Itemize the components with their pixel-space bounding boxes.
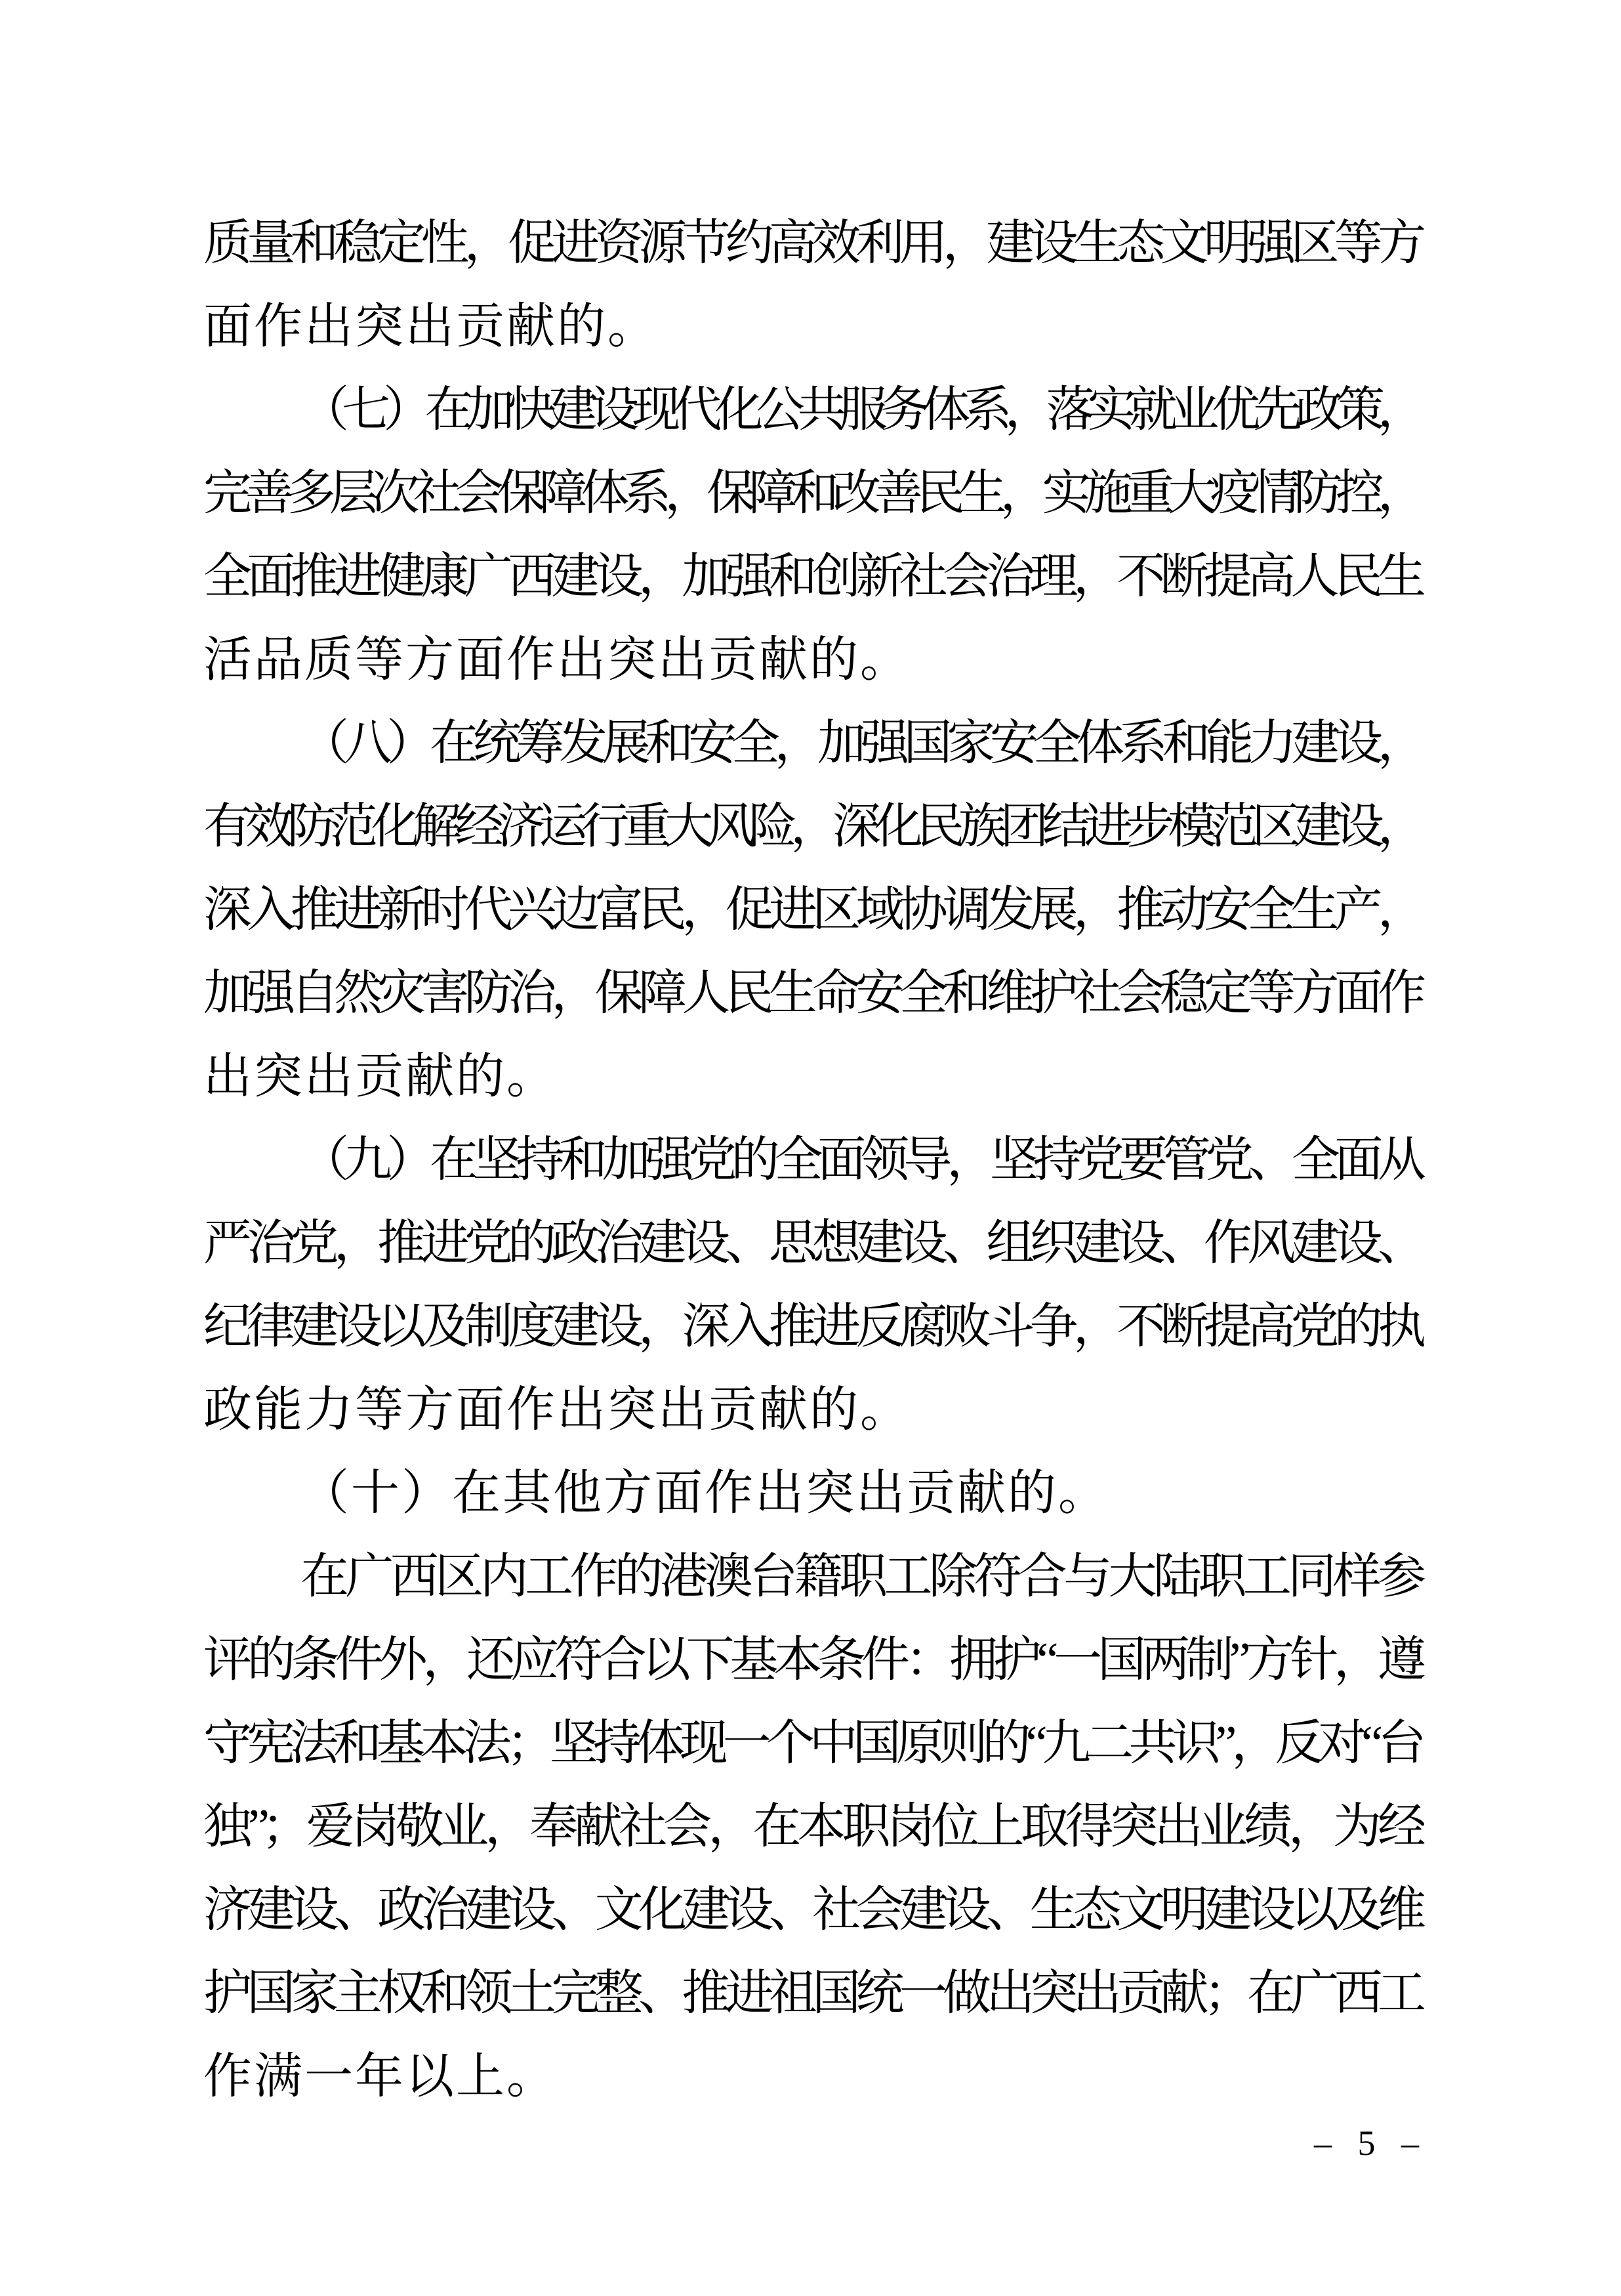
document-body — [203, 202, 1418, 2119]
text-line-9: 深入推进新时代兴边富民，促进区域协调发展，推动安全生产， — [203, 883, 1418, 937]
text-line-21: 济建设、政治建设、文化建设、社会建设、生态文明建设以及维 — [203, 1883, 1418, 1937]
text-line-15: 政能力等方面作出突出贡献的。 — [203, 1383, 911, 1437]
text-line-23: 作满一年以上。 — [203, 2050, 557, 2104]
text-line-17: 在广西区内工作的港澳台籍职工除符合与大陆职工同样参 — [300, 1550, 1418, 1604]
text-line-11: 出突出贡献的。 — [203, 1050, 557, 1104]
text-line-2: 面作出突出贡献的。 — [203, 300, 658, 354]
text-line-3: （七）在加快建设现代化公共服务体系，落实就业优先政策， — [300, 383, 1418, 437]
text-line-16: （十）在其他方面作出突出贡献的。 — [300, 1467, 1109, 1520]
text-line-6: 活品质等方面作出突出贡献的。 — [203, 633, 911, 687]
text-line-12: （九）在坚持和加强党的全面领导，坚持党要管党、全面从 — [300, 1133, 1418, 1187]
text-line-8: 有效防范化解经济运行重大风险，深化民族团结进步模范区建设， — [203, 800, 1418, 854]
text-line-18: 评的条件外，还应符合以下基本条件：拥护“一国两制”方针，遵 — [203, 1633, 1418, 1687]
text-line-7: （八）在统筹发展和安全，加强国家安全体系和能力建设， — [300, 717, 1418, 770]
text-line-1: 质量和稳定性，促进资源节约高效利用，建设生态文明强区等方 — [203, 217, 1418, 270]
text-line-10: 加强自然灾害防治，保障人民生命安全和维护社会稳定等方面作 — [203, 967, 1418, 1020]
text-line-22: 护国家主权和领土完整、推进祖国统一做出突出贡献；在广西工 — [203, 1967, 1418, 2020]
text-line-20: 独”；爱岗敬业，奉献社会，在本职岗位上取得突出业绩，为经 — [203, 1800, 1418, 1854]
text-line-4: 完善多层次社会保障体系，保障和改善民生，实施重大疫情防控， — [203, 467, 1418, 520]
text-line-14: 纪律建设以及制度建设，深入推进反腐败斗争，不断提高党的执 — [203, 1300, 1418, 1354]
text-line-13: 严治党，推进党的政治建设、思想建设、组织建设、作风建设、 — [203, 1217, 1418, 1270]
text-line-5: 全面推进健康广西建设，加强和创新社会治理，不断提高人民生 — [203, 550, 1418, 604]
text-line-19: 守宪法和基本法；坚持体现一个中国原则的“九二共识”，反对“台 — [203, 1717, 1418, 1770]
page-number: – 5 – — [1314, 2123, 1419, 2163]
